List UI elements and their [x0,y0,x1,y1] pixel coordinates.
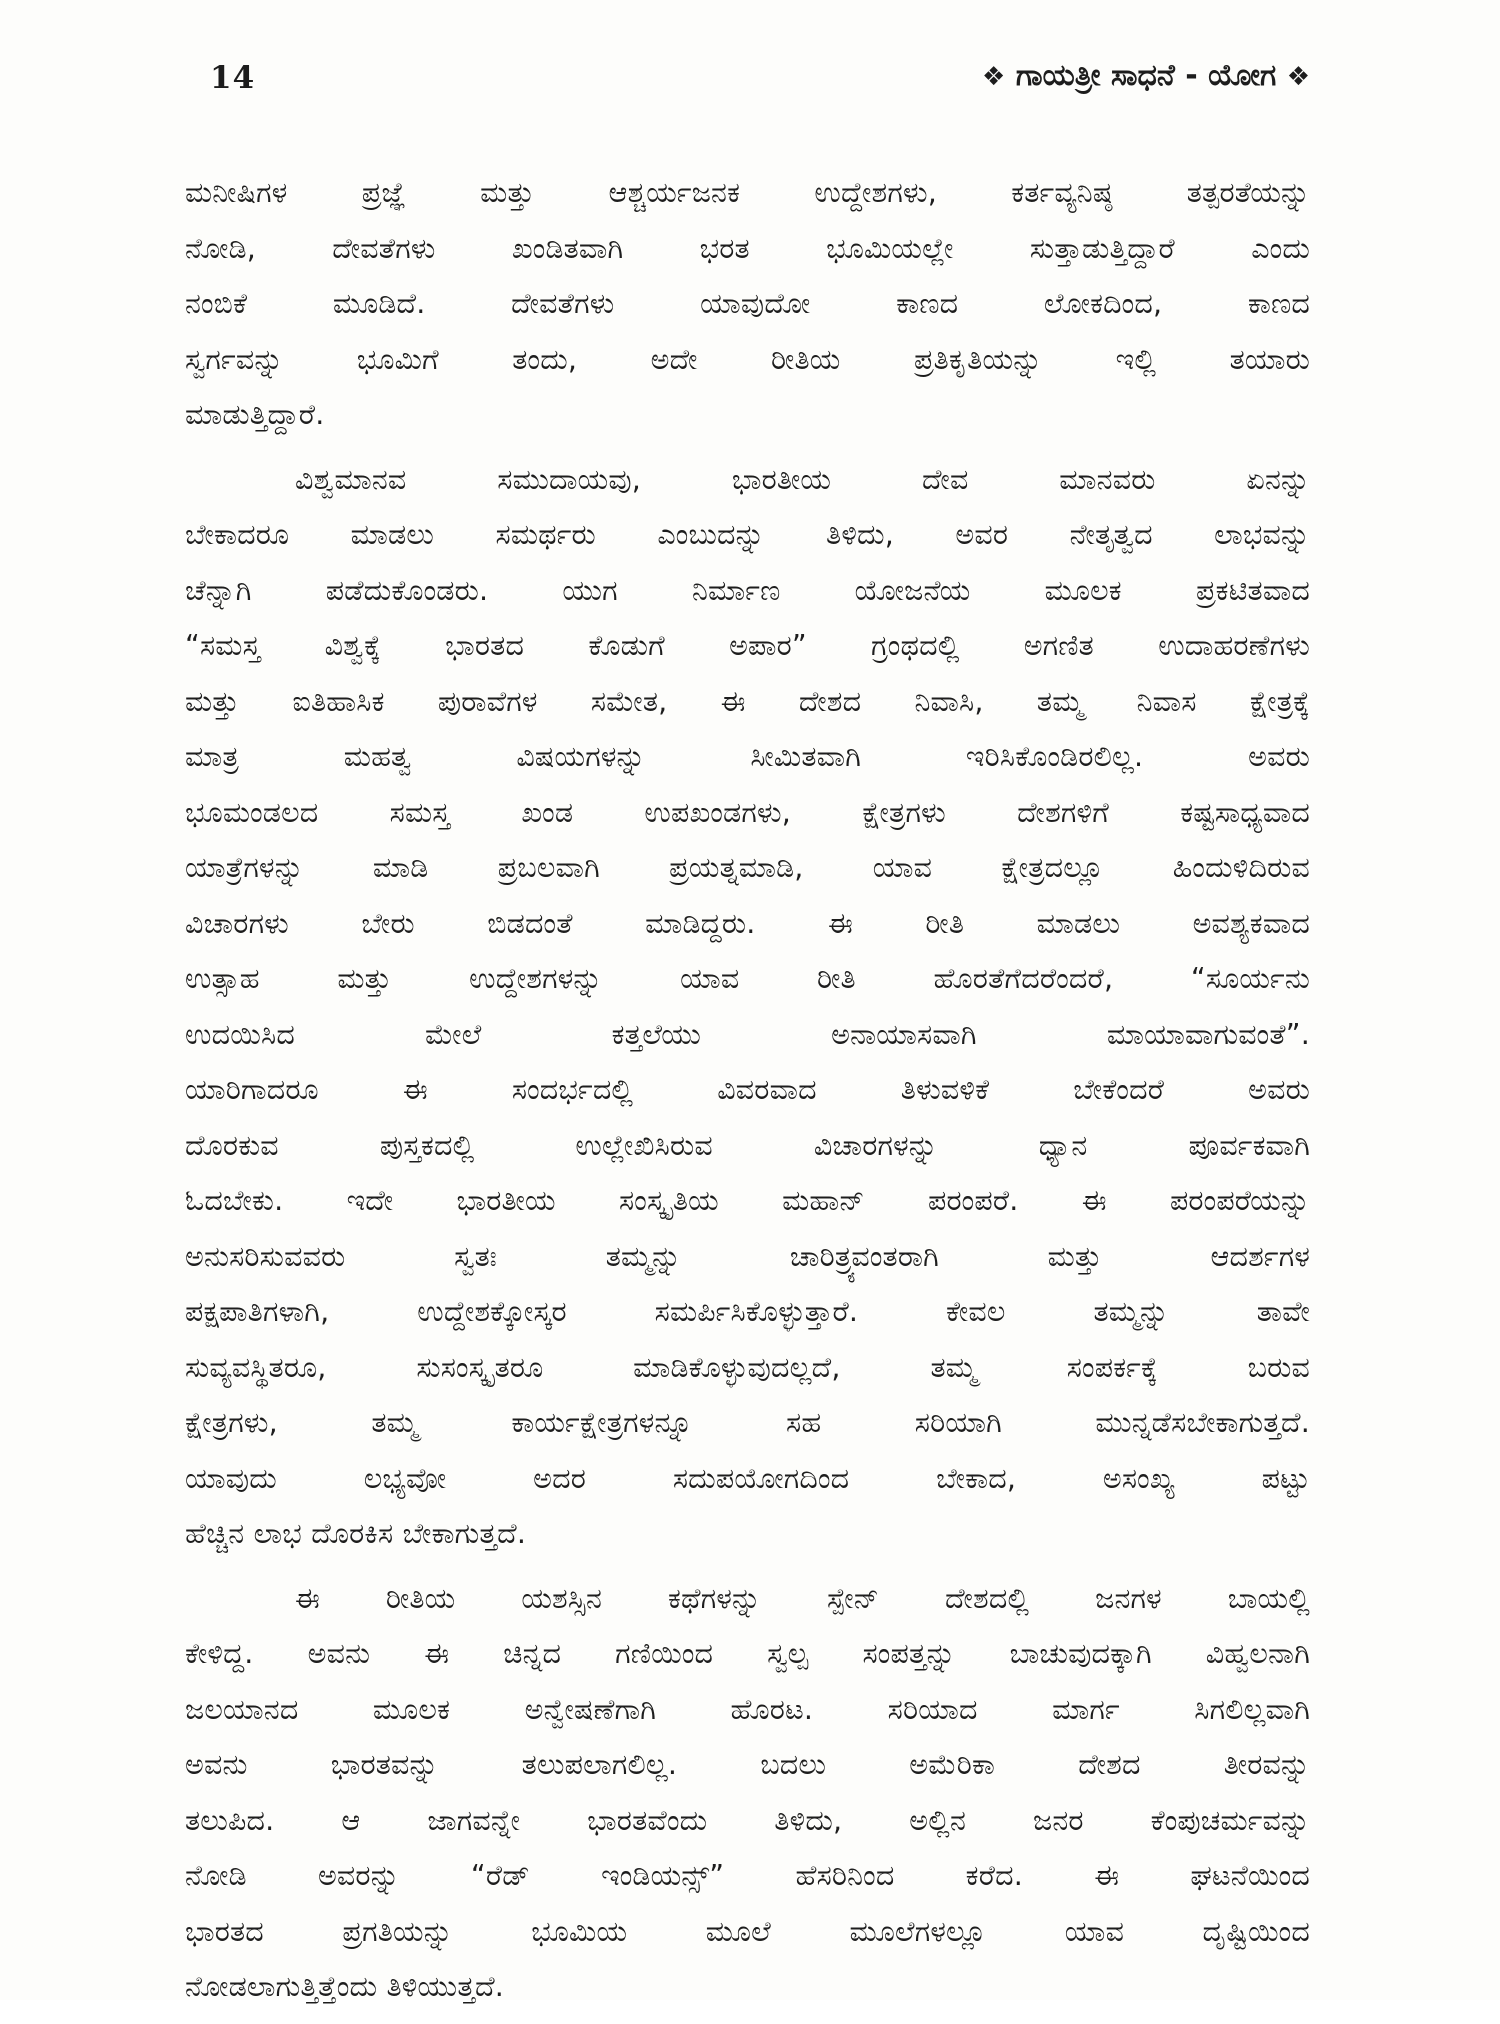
text-line: ಯಾತ್ರೆಗಳನ್ನು ಮಾಡಿ ಪ್ರಬಲವಾಗಿ ಪ್ರಯತ್ನಮಾಡಿ, ಯಾವ ಕ್ಷೇತ್ರದಲ್ಲೂ ಹಿಂದುಳಿದಿರುವ [185,851,1310,884]
text-line: ಅನುಸರಿಸುವವರು ಸ್ವತಃ ತಮ್ಮನ್ನು ಚಾರಿತ್ರ್ಯವಂತರಾಗಿ ಮತ್ತು ಆದರ್ಶಗಳ [185,1239,1310,1273]
text-line: ಈ ರೀತಿಯ ಯಶಸ್ಸಿನ ಕಥೆಗಳನ್ನು ಸ್ಪೇನ್ ದೇಶದಲ್ಲಿ ಜನಗಳ ಬಾಯಲ್ಲಿ [295,1581,1310,1615]
text-line: ಚೆನ್ನಾಗಿ ಪಡೆದುಕೊಂಡರು. ಯುಗ ನಿರ್ಮಾಣ ಯೋಜನೆಯ ಮೂಲಕ ಪ್ರಕಟಿತವಾದ [185,573,1310,607]
text-line: ಕೇಳಿದ್ದ. ಅವನು ಈ ಚಿನ್ನದ ಗಣಿಯಿಂದ ಸ್ವಲ್ಪ ಸಂಪತ್ತನ್ನು ಬಾಚುವುದಕ್ಕಾಗಿ ವಿಹ್ವಲನಾಗಿ [185,1637,1310,1670]
page-header [190,58,1310,108]
text-line: ತಲುಪಿದ. ಆ ಜಾಗವನ್ನೇ ಭಾರತವೆಂದು ತಿಳಿದು, ಅಲ್ಲಿನ ಜನರ ಕೆಂಪುಚರ್ಮವನ್ನು [185,1803,1310,1837]
text-line: ಮಾತ್ರ ಮಹತ್ವ ವಿಷಯಗಳನ್ನು ಸೀಮಿತವಾಗಿ ಇರಿಸಿಕೊಂಡಿರಲಿಲ್ಲ. ಅವರು [185,740,1310,773]
text-line: “ಸಮಸ್ತ ವಿಶ್ವಕ್ಕೆ ಭಾರತದ ಕೊಡುಗೆ ಅಪಾರ” ಗ್ರಂಥದಲ್ಲಿ ಅಗಣಿತ ಉದಾಹರಣೆಗಳು [185,629,1310,662]
text-line: ಉತ್ಸಾಹ ಮತ್ತು ಉದ್ದೇಶಗಳನ್ನು ಯಾವ ರೀತಿ ಹೊರತೆಗೆದರೆಂದರೆ, “ಸೂರ್ಯನು [185,962,1310,995]
text-line: ನೋಡಿ ಅವರನ್ನು “ರೆಡ್ ಇಂಡಿಯನ್ಸ್” ಹೆಸರಿನಿಂದ ಕರೆದ. ಈ ಘಟನೆಯಿಂದ [185,1859,1310,1892]
paragraph-1 [185,165,1310,443]
text-line: ಮಾಡುತ್ತಿದ್ದಾರೆ. [185,398,325,431]
text-line: ಅವನು ಭಾರತವನ್ನು ತಲುಪಲಾಗಲಿಲ್ಲ. ಬದಲು ಅಮೆರಿಕಾ ದೇಶದ ತೀರವನ್ನು [185,1748,1310,1781]
text-line: ದೊರಕುವ ಪುಸ್ತಕದಲ್ಲಿ ಉಲ್ಲೇಖಿಸಿರುವ ವಿಚಾರಗಳನ್ನು ಧ್ಯಾನ ಪೂರ್ವಕವಾಗಿ [185,1128,1310,1162]
running-head-title: ಗಾಯತ್ರೀ ಸಾಧನೆ - ಯೋಗ [1015,58,1277,93]
ornament-right-icon: ❖ [1286,62,1310,92]
text-line: ಮನೀಷಿಗಳ ಪ್ರಜ್ಞೆ ಮತ್ತು ಆಶ್ಚರ್ಯಜನಕ ಉದ್ದೇಶಗಳು, ಕರ್ತವ್ಯನಿಷ್ಠ ತತ್ಪರತೆಯನ್ನು [185,176,1310,209]
paragraph-3 [185,1571,1310,2015]
text-line: ಭೂಮಂಡಲದ ಸಮಸ್ತ ಖಂಡ ಉಪಖಂಡಗಳು, ಕ್ಷೇತ್ರಗಳು ದೇಶಗಳಿಗೆ ಕಷ್ಟಸಾಧ್ಯವಾದ [185,795,1310,829]
ornament-left-icon: ❖ [982,62,1006,92]
text-line: ಸುವ್ಯವಸ್ಥಿತರೂ, ಸುಸಂಸ್ಕೃತರೂ ಮಾಡಿಕೊಳ್ಳುವುದಲ್ಲದೆ, ತಮ್ಮ ಸಂಪರ್ಕಕ್ಕೆ ಬರುವ [185,1350,1310,1384]
running-head [982,58,1310,93]
text-line: ಉದಯಿಸಿದ ಮೇಲೆ ಕತ್ತಲೆಯು ಅನಾಯಾಸವಾಗಿ ಮಾಯಾವಾಗುವಂತೆ”. [185,1017,1310,1051]
text-line: ಸ್ವರ್ಗವನ್ನು ಭೂಮಿಗೆ ತಂದು, ಅದೇ ರೀತಿಯ ಪ್ರತಿಕೃತಿಯನ್ನು ಇಲ್ಲಿ ತಯಾರು [185,342,1310,376]
text-line: ಯಾವುದು ಲಭ್ಯವೋ ಅದರ ಸದುಪಯೋಗದಿಂದ ಬೇಕಾದ, ಅಸಂಖ್ಯ ಪಟ್ಟು [185,1461,1310,1495]
text-line: ವಿಶ್ವಮಾನವ ಸಮುದಾಯವು, ಭಾರತೀಯ ದೇವ ಮಾನವರು ಏನನ್ನು [295,462,1310,496]
text-line: ಹೆಚ್ಚಿನ ಲಾಭ ದೊರಕಿಸ ಬೇಕಾಗುತ್ತದೆ. [185,1517,527,1550]
text-line: ಜಲಯಾನದ ಮೂಲಕ ಅನ್ವೇಷಣೆಗಾಗಿ ಹೊರಟ. ಸರಿಯಾದ ಮಾರ್ಗ ಸಿಗಲಿಲ್ಲವಾಗಿ [185,1692,1310,1726]
text-line: ವಿಚಾರಗಳು ಬೇರು ಬಿಡದಂತೆ ಮಾಡಿದ್ದರು. ಈ ರೀತಿ ಮಾಡಲು ಅವಶ್ಯಕವಾದ [185,906,1310,940]
text-line: ನಂಬಿಕೆ ಮೂಡಿದೆ. ದೇವತೆಗಳು ಯಾವುದೋ ಕಾಣದ ಲೋಕದಿಂದ, ಕಾಣದ [185,287,1310,320]
page-number: 14 [210,60,256,96]
text-line: ಕ್ಷೇತ್ರಗಳು, ತಮ್ಮ ಕಾರ್ಯಕ್ಷೇತ್ರಗಳನ್ನೂ ಸಹ ಸರಿಯಾಗಿ ಮುನ್ನಡೆಸಬೇಕಾಗುತ್ತದೆ. [185,1406,1310,1439]
text-line: ಯಾರಿಗಾದರೂ ಈ ಸಂದರ್ಭದಲ್ಲಿ ವಿವರವಾದ ತಿಳುವಳಿಕೆ ಬೇಕೆಂದರೆ ಅವರು [185,1073,1310,1106]
text-line: ಬೇಕಾದರೂ ಮಾಡಲು ಸಮರ್ಥರು ಎಂಬುದನ್ನು ತಿಳಿದು, ಅವರ ನೇತೃತ್ವದ ಲಾಭವನ್ನು [185,518,1310,551]
text-line: ಭಾರತದ ಪ್ರಗತಿಯನ್ನು ಭೂಮಿಯ ಮೂಲೆ ಮೂಲೆಗಳಲ್ಲೂ ಯಾವ ದೃಷ್ಟಿಯಿಂದ [185,1914,1310,1948]
text-line: ಪಕ್ಷಪಾತಿಗಳಾಗಿ, ಉದ್ದೇಶಕ್ಕೋಸ್ಕರ ಸಮರ್ಪಿಸಿಕೊಳ್ಳುತ್ತಾರೆ. ಕೇವಲ ತಮ್ಮನ್ನು ತಾವೇ [185,1295,1310,1328]
paragraph-2 [185,452,1310,1562]
text-line: ನೋಡಿ, ದೇವತೆಗಳು ಖಂಡಿತವಾಗಿ ಭರತ ಭೂಮಿಯಲ್ಲೇ ಸುತ್ತಾಡುತ್ತಿದ್ದಾರೆ ಎಂದು [185,231,1310,265]
text-line: ಓದಬೇಕು. ಇದೇ ಭಾರತೀಯ ಸಂಸ್ಕೃತಿಯ ಮಹಾನ್ ಪರಂಪರೆ. ಈ ಪರಂಪರೆಯನ್ನು [185,1184,1310,1217]
text-line: ನೋಡಲಾಗುತ್ತಿತ್ತೆಂದು ತಿಳಿಯುತ್ತದೆ. [185,1970,505,2003]
body-text [185,165,1310,2024]
text-line: ಮತ್ತು ಐತಿಹಾಸಿಕ ಪುರಾವೆಗಳ ಸಮೇತ, ಈ ದೇಶದ ನಿವಾಸಿ, ತಮ್ಮ ನಿವಾಸ ಕ್ಷೇತ್ರಕ್ಕೆ [185,684,1310,718]
